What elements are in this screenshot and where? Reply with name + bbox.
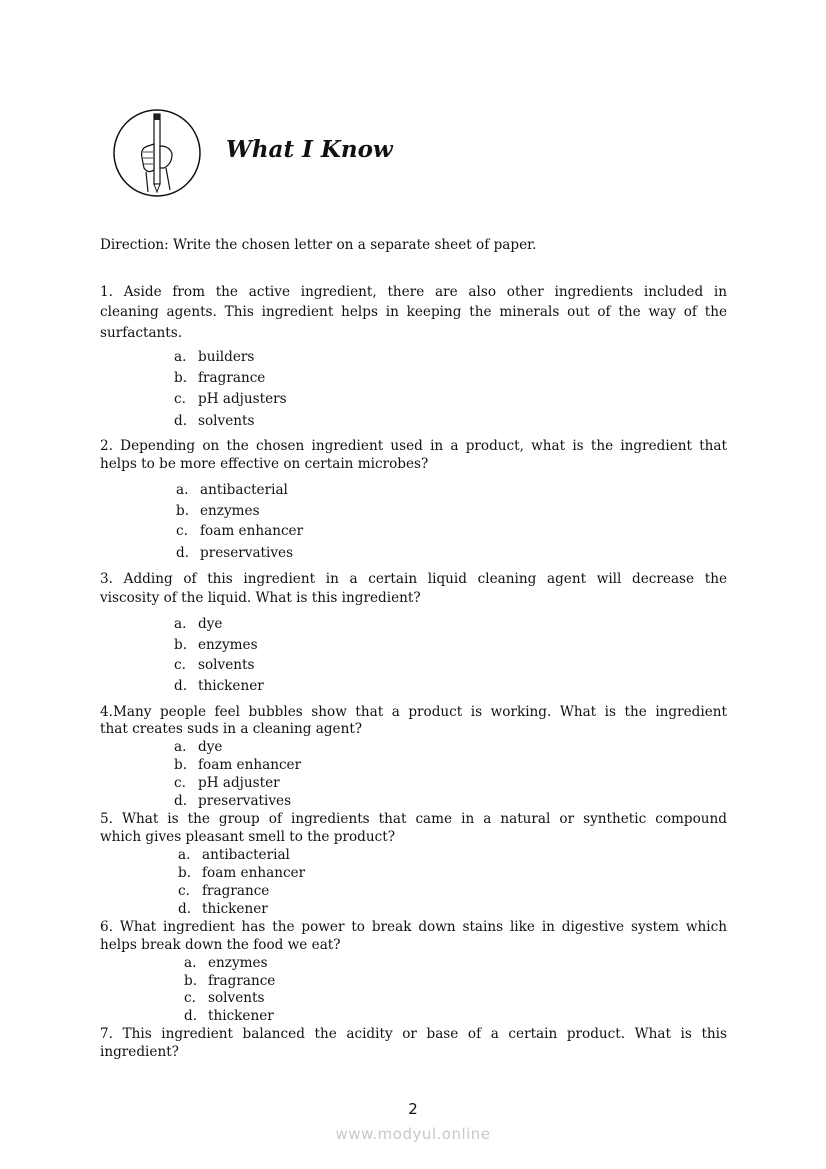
- direction-text: Direction: Write the chosen letter on a separate sheet of paper.: [100, 237, 537, 253]
- option-letter: d.: [174, 793, 188, 809]
- option-letter: a.: [174, 349, 187, 365]
- option-text: builders: [198, 349, 255, 365]
- option-letter: c.: [176, 523, 188, 539]
- option-text: foam enhancer: [198, 757, 302, 773]
- option-text: thickener: [202, 901, 268, 917]
- answer-option: [174, 738, 222, 756]
- option-letter: b.: [174, 370, 188, 386]
- option-letter: c.: [174, 657, 186, 673]
- option-letter: a.: [178, 847, 191, 863]
- answer-option: [184, 972, 275, 990]
- answer-option: [174, 656, 254, 674]
- answer-option: [174, 615, 222, 633]
- option-letter: a.: [176, 482, 189, 498]
- answer-option: [176, 522, 303, 540]
- answer-option: [174, 412, 254, 430]
- section-title: What I Know: [226, 136, 393, 163]
- answer-option: [176, 502, 260, 520]
- question-3-text: 3. Adding of this ingredient in a certain liquid cleaning agent will decrease the: [100, 571, 727, 587]
- option-letter: b.: [174, 757, 188, 773]
- option-text: fragrance: [202, 883, 270, 899]
- hand-holding-pencil-icon: [112, 108, 202, 198]
- answer-option: [174, 390, 287, 408]
- answer-option: [184, 954, 268, 972]
- question-1-text: cleaning agents. This ingredient helps in keeping the minerals out of the way of the: [100, 304, 727, 320]
- question-6-text: helps break down the food we eat?: [100, 937, 341, 953]
- answer-option: [178, 846, 290, 864]
- option-letter: d.: [174, 678, 188, 694]
- option-letter: c.: [184, 990, 196, 1006]
- option-text: thickener: [208, 1008, 274, 1024]
- question-4-text: that creates suds in a cleaning agent?: [100, 721, 363, 737]
- answer-option: [174, 369, 265, 387]
- option-text: foam enhancer: [202, 865, 306, 881]
- answer-option: [174, 774, 280, 792]
- option-text: dye: [198, 616, 223, 632]
- option-letter: a.: [174, 739, 187, 755]
- option-text: thickener: [198, 678, 264, 694]
- option-text: solvents: [198, 657, 255, 673]
- answer-option: [178, 900, 268, 918]
- option-letter: b.: [176, 503, 190, 519]
- option-letter: a.: [174, 616, 187, 632]
- option-text: foam enhancer: [200, 523, 304, 539]
- option-letter: a.: [184, 955, 197, 971]
- answer-option: [174, 348, 254, 366]
- option-letter: d.: [174, 413, 188, 429]
- option-text: pH adjusters: [198, 391, 287, 407]
- option-text: preservatives: [198, 793, 292, 809]
- answer-option: [184, 989, 264, 1007]
- question-1-text: surfactants.: [100, 325, 183, 341]
- option-text: enzymes: [200, 503, 260, 519]
- question-2-text: 2. Depending on the chosen ingredient used in a product, what is the ingredient that: [100, 438, 727, 454]
- answer-option: [174, 636, 258, 654]
- question-2-text: helps to be more effective on certain microbes?: [100, 456, 429, 472]
- option-text: fragrance: [208, 973, 276, 989]
- answer-option: [174, 756, 301, 774]
- answer-option: [178, 864, 305, 882]
- option-letter: b.: [178, 865, 192, 881]
- option-letter: d.: [184, 1008, 198, 1024]
- option-letter: d.: [176, 545, 190, 561]
- watermark: www.modyul.online: [335, 1125, 491, 1143]
- question-1-text: 1. Aside from the active ingredient, there are also other ingredients included in: [100, 284, 727, 300]
- answer-option: [176, 481, 288, 499]
- answer-option: [174, 677, 264, 695]
- option-text: enzymes: [208, 955, 268, 971]
- answer-option: [184, 1007, 274, 1025]
- answer-option: [178, 882, 269, 900]
- option-text: solvents: [208, 990, 265, 1006]
- question-4-text: 4.Many people feel bubbles show that a product is working. What is the ingredient: [100, 704, 727, 720]
- option-text: fragrance: [198, 370, 266, 386]
- question-5-text: which gives pleasant smell to the product?: [100, 829, 396, 845]
- option-letter: c.: [178, 883, 190, 899]
- option-text: dye: [198, 739, 223, 755]
- page-number: 2: [408, 1100, 418, 1118]
- question-7-text: ingredient?: [100, 1044, 179, 1060]
- question-3-text: viscosity of the liquid. What is this ingredient?: [100, 590, 421, 606]
- option-text: pH adjuster: [198, 775, 280, 791]
- option-letter: b.: [184, 973, 198, 989]
- answer-option: [174, 792, 291, 810]
- option-letter: c.: [174, 391, 186, 407]
- option-text: enzymes: [198, 637, 258, 653]
- question-6-text: 6. What ingredient has the power to break down stains like in digestive system which: [100, 919, 727, 935]
- option-text: antibacterial: [202, 847, 290, 863]
- option-text: preservatives: [200, 545, 294, 561]
- option-letter: b.: [174, 637, 188, 653]
- option-text: antibacterial: [200, 482, 288, 498]
- option-letter: c.: [174, 775, 186, 791]
- option-letter: d.: [178, 901, 192, 917]
- answer-option: [176, 544, 293, 562]
- question-7-text: 7. This ingredient balanced the acidity or base of a certain product. What is this: [100, 1026, 727, 1042]
- question-5-text: 5. What is the group of ingredients that came in a natural or synthetic compound: [100, 811, 727, 827]
- option-text: solvents: [198, 413, 255, 429]
